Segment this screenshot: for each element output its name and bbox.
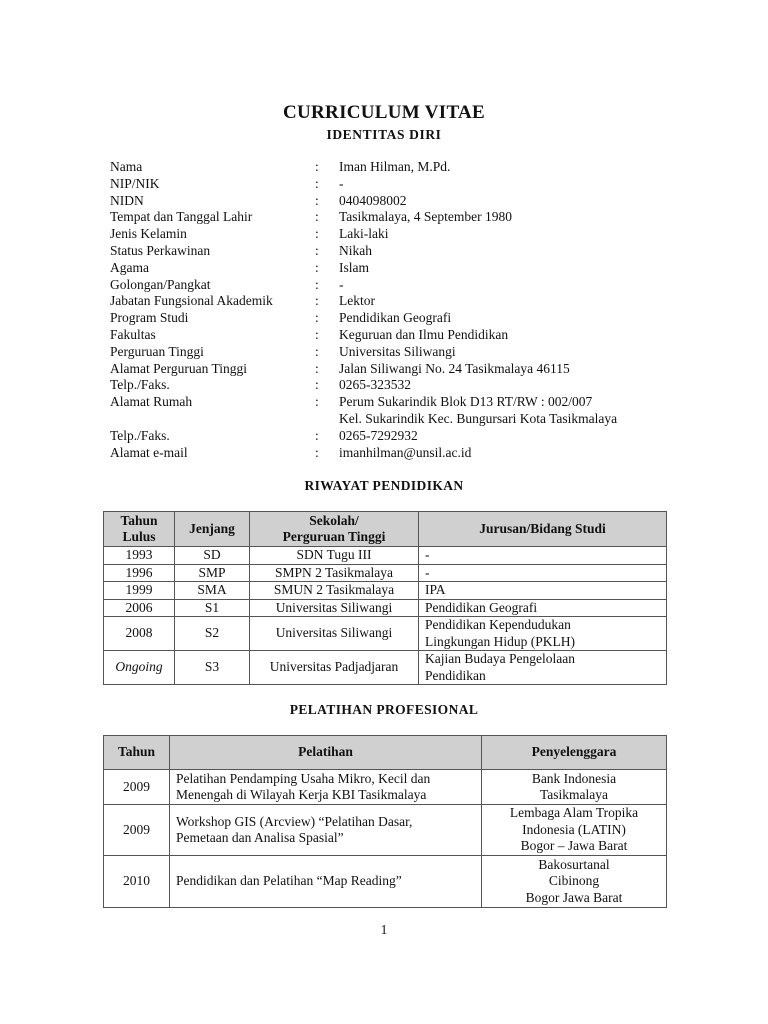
cell-sekolah: SMUN 2 Tasikmalaya [250, 582, 419, 600]
identity-row [110, 293, 670, 310]
identity-colon: : [315, 394, 319, 410]
cell-jurusan: Kajian Budaya Pengelolaan Pendidikan [419, 651, 667, 685]
identity-value: Laki-laki [339, 226, 389, 242]
cell-tahun: 2008 [104, 617, 175, 651]
cell-pelatihan: Workshop GIS (Arcview) “Pelatihan Dasar, Pemetaan dan Analisa Spasial” [170, 805, 482, 856]
cell-jenjang: S3 [175, 651, 250, 685]
identity-value: Iman Hilman, M.Pd. [339, 159, 451, 174]
identity-row [110, 226, 670, 243]
identity-row [110, 176, 670, 193]
identity-label: Telp./Faks. [110, 377, 170, 393]
cell-penyelenggara: Lembaga Alam Tropika Indonesia (LATIN) Bogor – Jawa Barat [482, 805, 667, 856]
table-row [104, 582, 667, 600]
cell-sekolah: Universitas Siliwangi [250, 617, 419, 651]
education-heading: RIWAYAT PENDIDIKAN [304, 478, 464, 493]
table-row [104, 805, 667, 856]
identity-row [110, 377, 670, 394]
identity-value: - [339, 175, 344, 191]
identity-label: Telp./Faks. [110, 427, 170, 443]
identity-row [110, 327, 670, 344]
identity-value: Lektor [339, 293, 375, 309]
identity-label: Perguruan Tinggi [110, 343, 204, 359]
training-table [103, 735, 667, 908]
cell-sekolah: SMPN 2 Tasikmalaya [250, 564, 419, 582]
identity-colon: : [315, 209, 319, 225]
cell-tahun: 2010 [104, 856, 170, 908]
identity-row [110, 445, 670, 462]
education-table [103, 511, 667, 685]
identity-label: Nama [110, 159, 143, 174]
email-value: imanhilman@unsil.ac.id [339, 444, 472, 460]
cell-penyelenggara: Bakosurtanal Cibinong Bogor Jawa Barat [482, 856, 667, 908]
identity-colon: : [315, 226, 319, 242]
identity-colon: : [315, 276, 319, 292]
identity-label: Agama [110, 259, 149, 275]
table-row [104, 547, 667, 565]
identity-colon: : [315, 377, 319, 393]
cell-jurusan: Pendidikan Geografi [419, 599, 667, 617]
cell-jurusan: IPA [419, 582, 667, 600]
cell-sekolah: SDN Tugu III [250, 547, 419, 565]
identity-colon-empty [315, 411, 339, 428]
identity-value: Universitas Siliwangi [339, 343, 456, 359]
table-row [104, 856, 667, 908]
column-header-penyelenggara: Penyelenggara [482, 736, 667, 770]
identity-value: Pendidikan Geografi [339, 310, 452, 326]
identity-value: Keguruan dan Ilmu Pendidikan [339, 326, 509, 342]
column-header-tahun: Tahun [104, 736, 170, 770]
column-header-jenjang: Jenjang [175, 512, 250, 547]
identity-label: Alamat Perguruan Tinggi [110, 360, 248, 376]
identity-row [110, 209, 670, 226]
identity-label: Golongan/Pangkat [110, 276, 211, 292]
identity-colon: : [315, 242, 319, 258]
identity-colon: : [315, 192, 319, 208]
cell-jurusan: - [419, 564, 667, 582]
cell-pelatihan: Pelatihan Pendamping Usaha Mikro, Kecil dan Menengah di Wilayah Kerja KBI Tasikmalaya [170, 770, 482, 805]
identity-label: Jabatan Fungsional Akademik [110, 293, 273, 309]
identity-value: Kel. Sukarindik Kec. Bungursari Kota Tasikmalaya [339, 410, 618, 426]
cell-tahun: 1999 [104, 582, 175, 600]
cell-tahun [104, 651, 175, 685]
identity-value: 0404098002 [339, 192, 407, 208]
cell-jurusan: Pendidikan Kependudukan Lingkungan Hidup (PKLH) [419, 617, 667, 651]
identity-colon: : [315, 444, 319, 460]
cell-pelatihan: Pendidikan dan Pelatihan “Map Reading” [170, 856, 482, 908]
identity-colon: : [315, 259, 319, 275]
table-row [104, 617, 667, 651]
document-subtitle: IDENTITAS DIRI [326, 127, 442, 142]
column-header-sekolah: Sekolah/ Perguruan Tinggi [250, 512, 419, 547]
identity-colon: : [315, 360, 319, 376]
cell-tahun: 2009 [104, 805, 170, 856]
identity-row [110, 159, 670, 176]
cell-jenjang: SD [175, 547, 250, 565]
cell-tahun: 2006 [104, 599, 175, 617]
identity-row [110, 394, 670, 411]
identity-value: 0265-7292932 [339, 427, 418, 443]
cell-jenjang: SMP [175, 564, 250, 582]
table-row [104, 599, 667, 617]
cell-sekolah: Universitas Padjadjaran [250, 651, 419, 685]
cell-sekolah: Universitas Siliwangi [250, 599, 419, 617]
identity-label: Fakultas [110, 326, 156, 342]
cell-tahun: 2009 [104, 770, 170, 805]
column-header-tahun-lulus: Tahun Lulus [104, 512, 175, 547]
page-number: 1 [380, 922, 388, 937]
table-row [104, 564, 667, 582]
table-header-row [104, 512, 667, 547]
column-header-pelatihan: Pelatihan [170, 736, 482, 770]
identity-row-continuation [110, 411, 670, 428]
identity-colon: : [315, 159, 319, 174]
identity-list [110, 159, 670, 461]
ongoing-label: Ongoing [115, 659, 163, 675]
identity-label-empty [110, 411, 315, 428]
identity-row [110, 344, 670, 361]
identity-row [110, 310, 670, 327]
identity-value: 0265-323532 [339, 377, 411, 393]
identity-value: Jalan Siliwangi No. 24 Tasikmalaya 46115 [339, 360, 570, 376]
cell-jurusan: - [419, 547, 667, 565]
identity-row [110, 243, 670, 260]
training-heading: PELATIHAN PROFESIONAL [289, 702, 479, 717]
identity-label: Tempat dan Tanggal Lahir [110, 209, 253, 225]
identity-row [110, 361, 670, 378]
identity-colon: : [315, 326, 319, 342]
cell-jenjang: S2 [175, 617, 250, 651]
identity-row [110, 277, 670, 294]
identity-label: Alamat e-mail [110, 444, 188, 460]
document-title: CURRICULUM VITAE [282, 102, 486, 123]
table-row [104, 651, 667, 685]
identity-label: NIDN [110, 192, 144, 208]
identity-colon: : [315, 175, 319, 191]
identity-row [110, 260, 670, 277]
table-row [104, 770, 667, 805]
identity-label: Jenis Kelamin [110, 226, 187, 242]
identity-label: Program Studi [110, 310, 189, 326]
identity-value: - [339, 276, 344, 292]
table-header-row [104, 736, 667, 770]
identity-value: Tasikmalaya, 4 September 1980 [339, 209, 513, 225]
identity-value: Perum Sukarindik Blok D13 RT/RW : 002/007 [339, 394, 593, 410]
identity-row [110, 193, 670, 210]
cell-penyelenggara: Bank Indonesia Tasikmalaya [482, 770, 667, 805]
cell-jenjang: SMA [175, 582, 250, 600]
identity-row [110, 428, 670, 445]
identity-label: Alamat Rumah [110, 394, 193, 410]
cell-tahun: 1993 [104, 547, 175, 565]
identity-colon: : [315, 310, 319, 326]
identity-value: Nikah [339, 242, 372, 258]
identity-colon: : [315, 343, 319, 359]
identity-label: Status Perkawinan [110, 242, 211, 258]
identity-colon: : [315, 427, 319, 443]
identity-colon: : [315, 293, 319, 309]
cell-tahun: 1996 [104, 564, 175, 582]
identity-label: NIP/NIK [110, 175, 160, 191]
column-header-jurusan: Jurusan/Bidang Studi [419, 512, 667, 547]
identity-value: Islam [339, 259, 369, 275]
cell-jenjang: S1 [175, 599, 250, 617]
